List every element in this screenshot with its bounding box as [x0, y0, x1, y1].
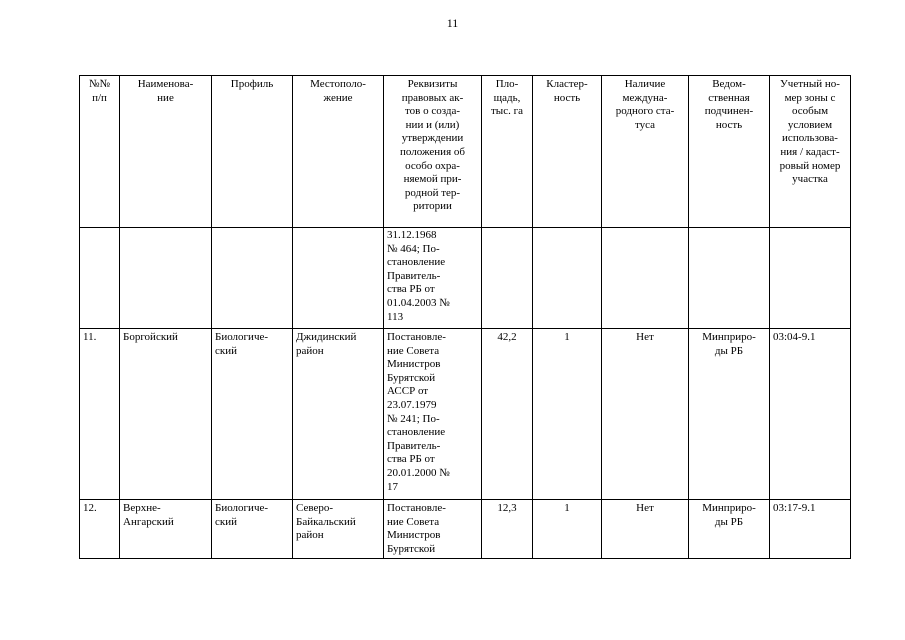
cell-department: Минприро- ды РБ [689, 329, 770, 500]
header-department: Ведом- ственная подчинен- ность [689, 76, 770, 228]
header-location: Местополо- жение [293, 76, 384, 228]
cell-legal-acts: Постановле- ние Совета Министров Бурятской АССР от 23.07.1979 № 241; По- становление Правитель- ства РБ от 20.01.2000 № 17 [384, 329, 482, 500]
cell-profile [212, 228, 293, 329]
cell-name [120, 228, 212, 329]
cell-profile: Биологиче- ский [212, 329, 293, 500]
cell-department: Минприро- ды РБ [689, 500, 770, 559]
cell-num: 12. [80, 500, 120, 559]
cell-department [689, 228, 770, 329]
protected-areas-table [79, 75, 851, 559]
cell-location: Джидинский район [293, 329, 384, 500]
table-header-row [80, 76, 851, 228]
header-num: №№ п/п [80, 76, 120, 228]
cell-area: 12,3 [482, 500, 533, 559]
cell-legal-acts: Постановле- ние Совета Министров Бурятской [384, 500, 482, 559]
cell-intl-status: Нет [602, 329, 689, 500]
cell-zone-number: 03:04-9.1 [770, 329, 851, 500]
cell-name: Верхне- Ангарский [120, 500, 212, 559]
header-cluster: Кластер- ность [533, 76, 602, 228]
header-profile: Профиль [212, 76, 293, 228]
header-intl-status: Наличие междуна- родного ста- туса [602, 76, 689, 228]
table-row [80, 329, 851, 500]
header-area: Пло- щадь, тыс. га [482, 76, 533, 228]
cell-cluster [533, 228, 602, 329]
cell-num [80, 228, 120, 329]
cell-area: 42,2 [482, 329, 533, 500]
cell-profile: Биологиче- ский [212, 500, 293, 559]
cell-area [482, 228, 533, 329]
cell-zone-number [770, 228, 851, 329]
cell-cluster: 1 [533, 329, 602, 500]
header-legal-acts: Реквизиты правовых ак- тов о созда- нии и (или) утверждении положения об особо охра- няемой при- родной тер- ритории [384, 76, 482, 228]
cell-name: Боргойский [120, 329, 212, 500]
cell-location: Северо- Байкальский район [293, 500, 384, 559]
cell-legal-acts: 31.12.1968 № 464; По- становление Правитель- ства РБ от 01.04.2003 № 113 [384, 228, 482, 329]
cell-intl-status [602, 228, 689, 329]
cell-cluster: 1 [533, 500, 602, 559]
cell-num: 11. [80, 329, 120, 500]
header-name: Наименова- ние [120, 76, 212, 228]
header-zone-number: Учетный но- мер зоны с особым условием использова- ния / кадаст- ровый номер участка [770, 76, 851, 228]
table-row [80, 500, 851, 559]
cell-location [293, 228, 384, 329]
cell-zone-number: 03:17-9.1 [770, 500, 851, 559]
table-row [80, 228, 851, 329]
page-number: 11 [446, 16, 459, 30]
cell-intl-status: Нет [602, 500, 689, 559]
